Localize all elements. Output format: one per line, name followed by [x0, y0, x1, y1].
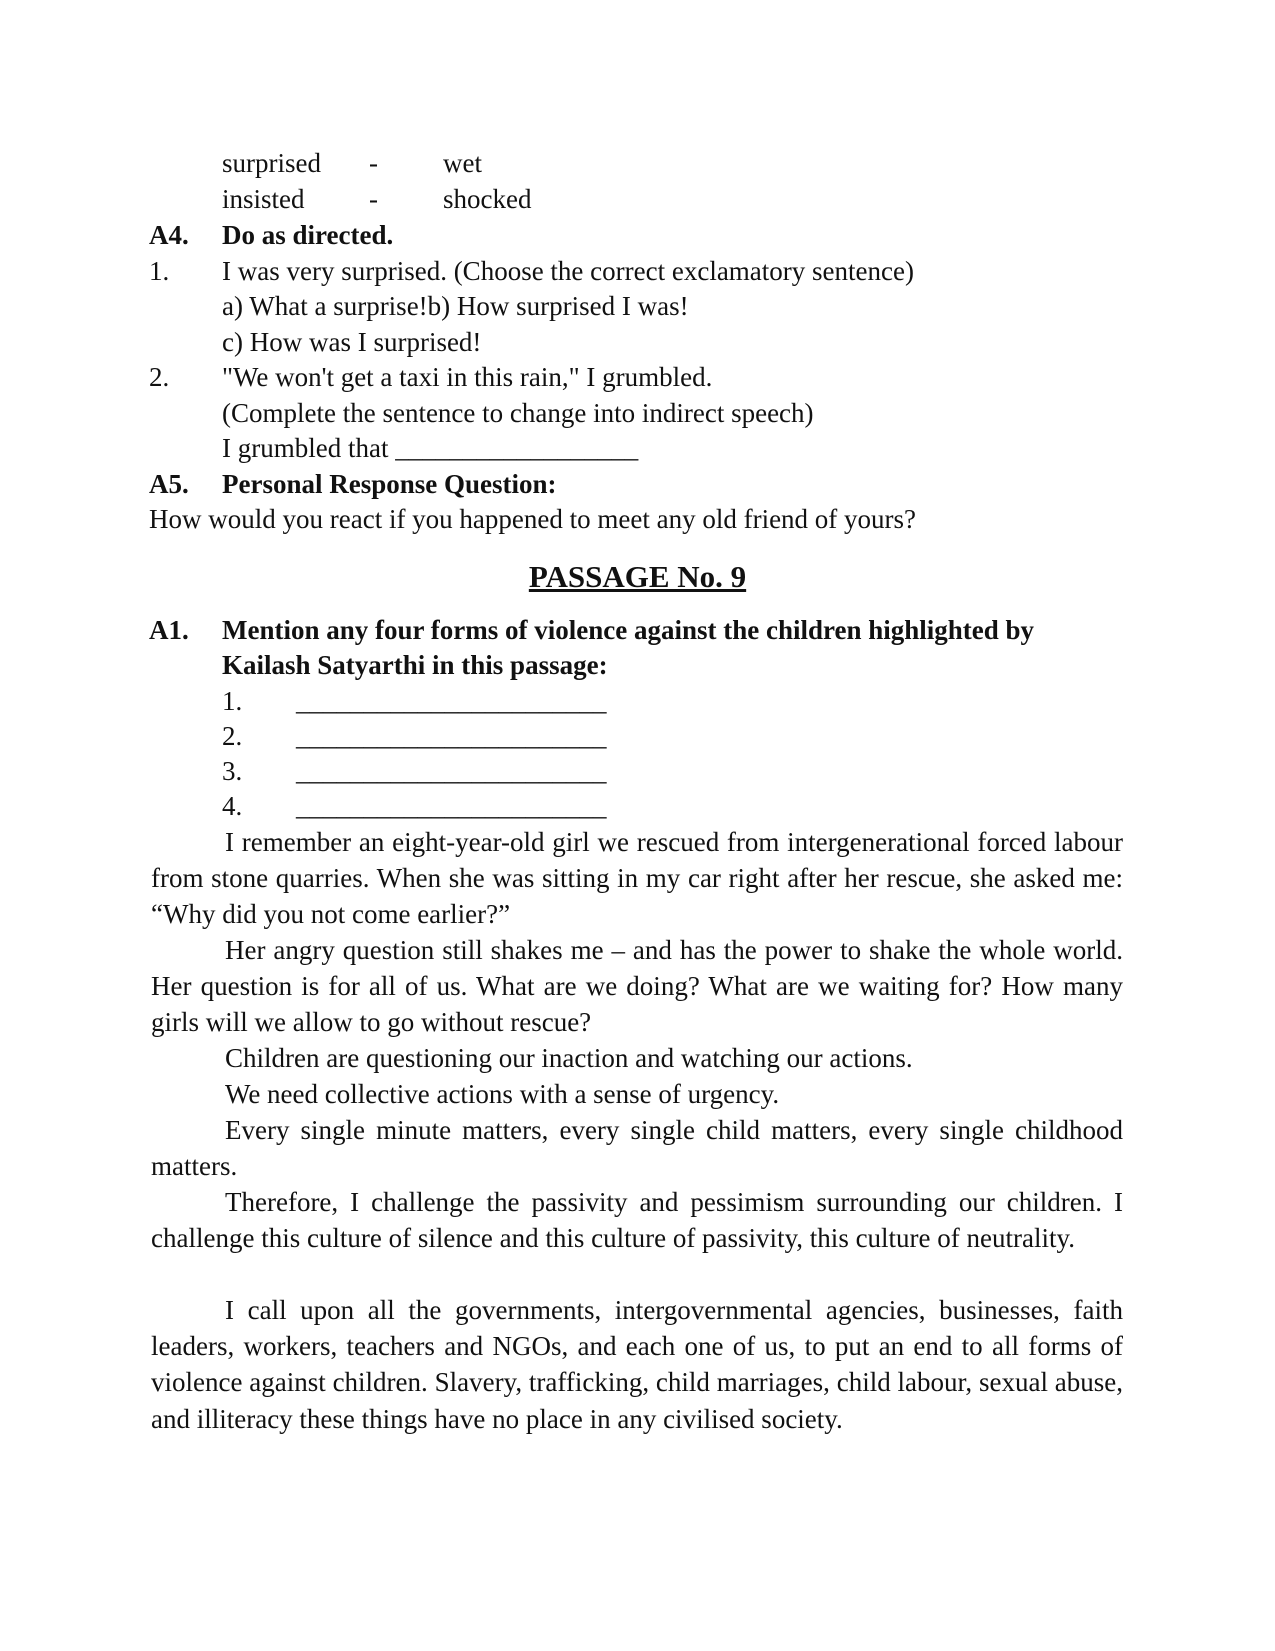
a1-heading-line-2: Kailash Satyarthi in this passage: [222, 650, 608, 680]
a1-item-number-4: 4. [222, 791, 243, 821]
a1-item-number-2: 2. [222, 721, 243, 751]
a4-q2-instruction: (Complete the sentence to change into indirect speech) [222, 398, 814, 428]
matching-left-1: surprised [222, 148, 321, 178]
passage-paragraph-5: Every single minute matters, every single child matters, every single childhood matters. [151, 1115, 1123, 1182]
passage-title: PASSAGE No. 9 [528, 559, 747, 594]
a1-item-blank-4: _______________________ [296, 791, 607, 821]
matching-right-1: wet [443, 148, 482, 178]
passage-paragraph-2: Her angry question still shakes me – and has the power to shake the whole world. Her question is for all of us. What are we doing? What are we waiting for? How many girls will we allow to go without rescue? [151, 935, 1123, 1038]
passage-paragraph-3: Children are questioning our inaction and watching our actions. [225, 1043, 913, 1073]
a4-heading: Do as directed. [222, 220, 394, 250]
matching-right-2: shocked [443, 184, 532, 214]
matching-left-2: insisted [222, 184, 305, 214]
a4-q1-number: 1. [149, 256, 170, 286]
a1-item-blank-1: _______________________ [296, 686, 607, 716]
a4-q1-text: I was very surprised. (Choose the correct exclamatory sentence) [222, 256, 914, 286]
a1-heading-line-1: Mention any four forms of violence against the children highlighted by [222, 615, 1035, 645]
a4-q2-answer-line: I grumbled that __________________ [222, 433, 639, 463]
a1-item-blank-2: _______________________ [296, 721, 607, 751]
passage-paragraph-4: We need collective actions with a sense of urgency. [225, 1079, 780, 1109]
passage-paragraph-6: Therefore, I challenge the passivity and pessimism surrounding our children. I challenge this culture of silence and this culture of passivity, this culture of neutrality. [151, 1187, 1123, 1254]
a5-label: A5. [149, 469, 189, 499]
matching-dash-2: - [369, 184, 378, 214]
a1-item-number-3: 3. [222, 756, 243, 786]
passage-paragraph-1: I remember an eight-year-old girl we rescued from intergenerational forced labour from stone quarries. When she was sitting in my car right after her rescue, she asked me: “Why did you not come earlier?” [151, 827, 1123, 930]
a1-item-blank-3: _______________________ [296, 756, 607, 786]
a1-label: A1. [149, 615, 189, 645]
a5-question: How would you react if you happened to meet any old friend of yours? [149, 504, 917, 534]
a4-q1-option-c: c) How was I surprised! [222, 327, 482, 357]
a5-heading: Personal Response Question: [222, 469, 557, 499]
a4-q2-text: "We won't get a taxi in this rain," I grumbled. [222, 362, 713, 392]
a4-q1-options-ab: a) What a surprise!b) How surprised I was! [222, 291, 689, 321]
matching-dash-1: - [369, 148, 378, 178]
passage-paragraph-7: I call upon all the governments, intergovernmental agencies, businesses, faith leaders, workers, teachers and NGOs, and each one of us, to put an end to all forms of violence against children. Slavery, trafficking, child marriages, child labour, sexual abuse, and illiteracy these things have no place in any civilised society. [151, 1295, 1123, 1434]
a4-label: A4. [149, 220, 189, 250]
a4-q2-number: 2. [149, 362, 170, 392]
a1-item-number-1: 1. [222, 686, 243, 716]
